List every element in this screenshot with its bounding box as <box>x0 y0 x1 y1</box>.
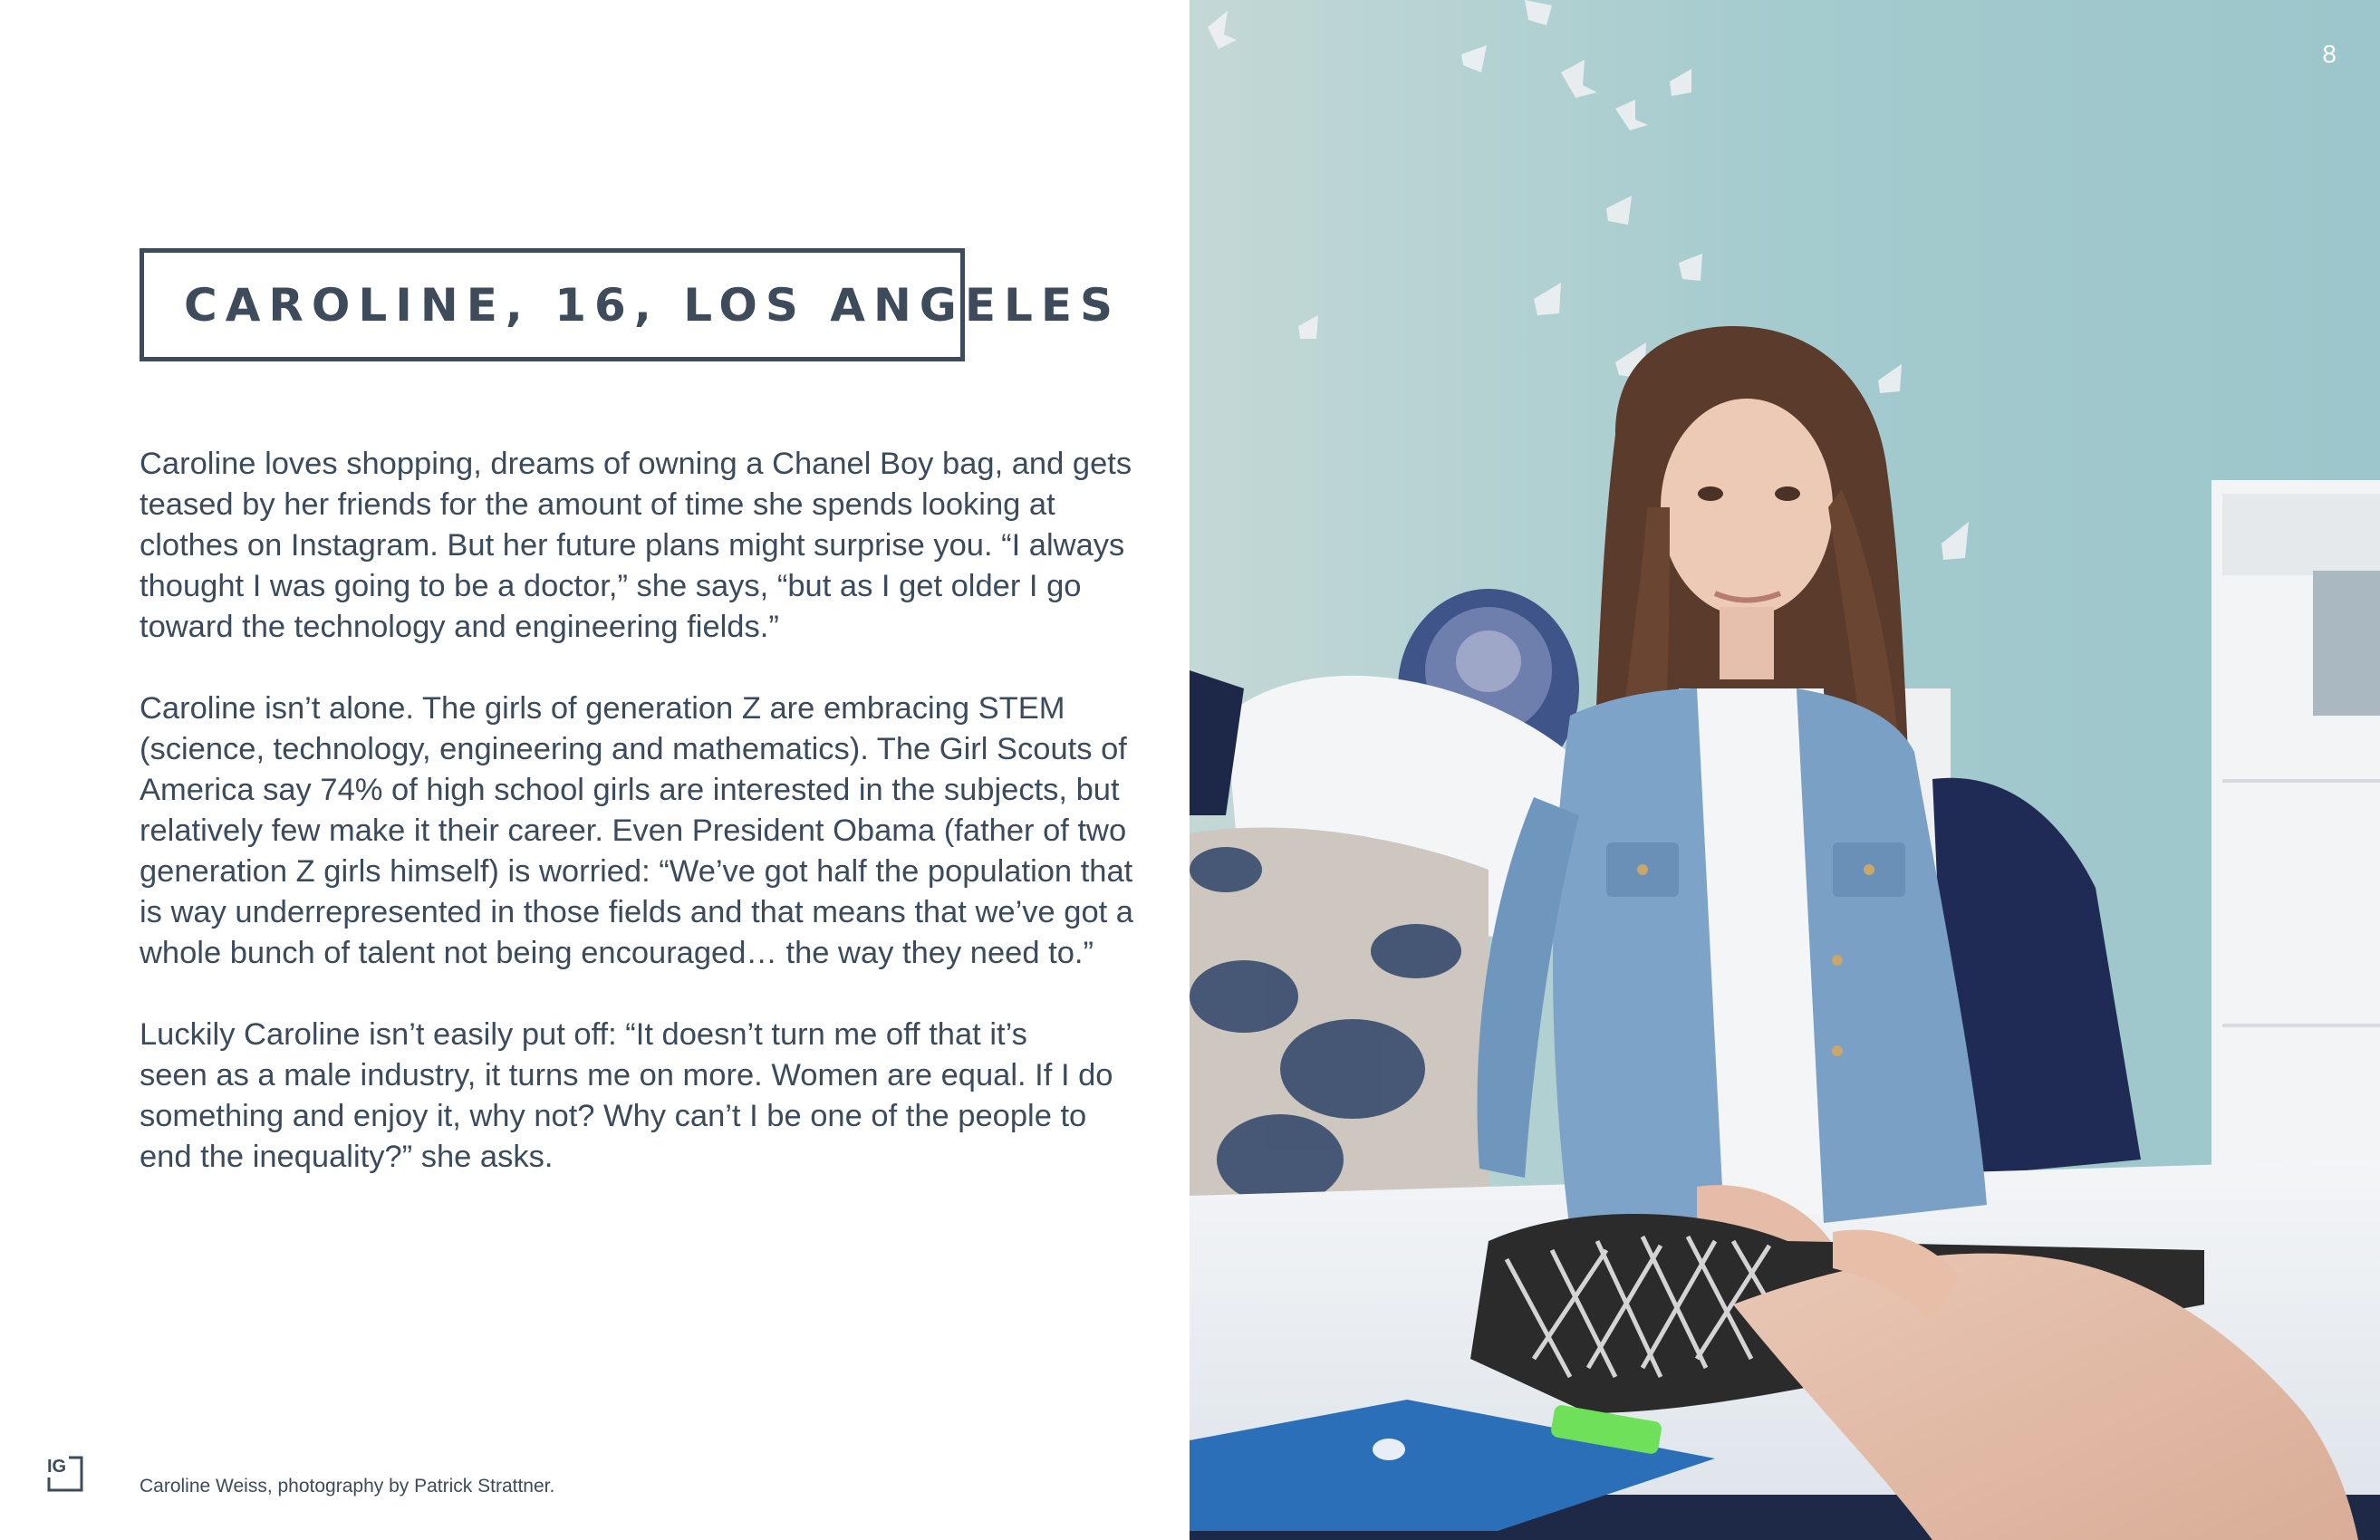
photo-caption: Caroline Weiss, photography by Patrick Strattner. <box>140 1476 555 1497</box>
article-paragraph-1: Caroline loves shopping, dreams of owning a Chanel Boy bag, and gets teased by her friends for the amount of time she spends looking at clothes on Instagram. But her future plans might surprise you. “I always thought I was going to be a doctor,” she says, “but as I get older I go toward the technology and engineering fields.” <box>140 447 1132 644</box>
logo-text: IG <box>47 1457 67 1477</box>
article-paragraph-2: Caroline isn’t alone. The girls of generation Z are embracing STEM (science, technology, engineering and mathematics). The Girl Scouts of America say 74% of high school girls are interested in the subjects, but relatively few make it their career. Even President Obama (father of two generation Z girls himself) is worried: “We’ve got half the population that is way underrepresented in those fields and that means that we’ve got a whole bunch of talent not being encouraged… the way they need to.” <box>140 691 1133 970</box>
article-paragraph-3: Luckily Caroline isn’t easily put off: “It doesn’t turn me off that it’s seen as a male industry, it turns me on more. Women are equal. If I do something and enjoy it, why not? Why can’t I be one of the people to end the inequality?” she asks. <box>140 1017 1113 1174</box>
portrait-photo <box>1190 0 2380 1540</box>
article-body <box>140 444 1136 1218</box>
portrait-illustration <box>1190 0 2380 1540</box>
page-title: CAROLINE, 16, LOS ANGELES <box>184 278 1122 332</box>
denim-jacket-left <box>1553 688 1724 1232</box>
title-box <box>140 248 1122 361</box>
face <box>1661 399 1833 616</box>
page-number: 8 <box>2322 40 2337 68</box>
ig-logo-icon <box>45 1454 85 1494</box>
